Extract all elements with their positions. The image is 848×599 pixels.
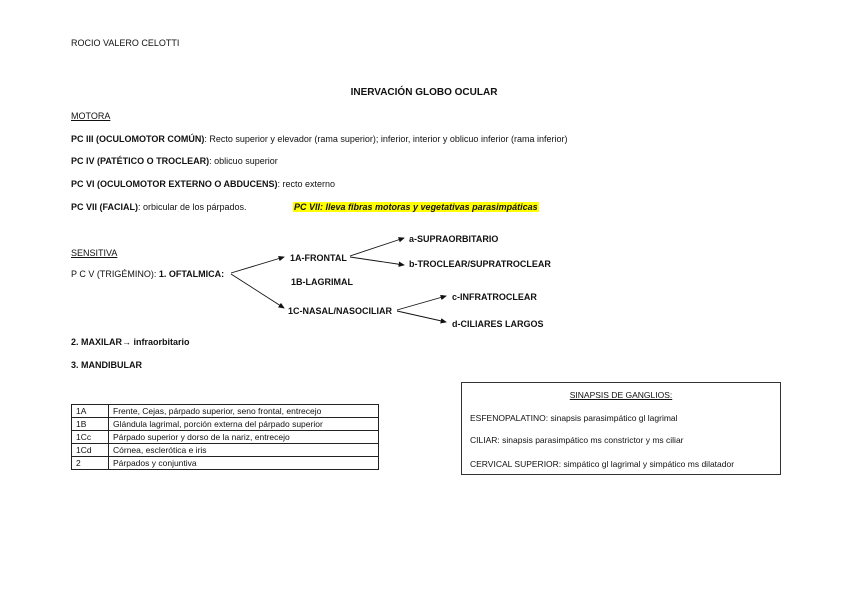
table-cell-code: 2 bbox=[72, 457, 109, 470]
ganglio-esfenopalatino: ESFENOPALATINO: sinapsis parasimpático gl lagrimal bbox=[470, 413, 678, 423]
pc4-label: PC IV (PATÉTICO O TROCLEAR) bbox=[71, 156, 210, 166]
branch-ciliares: d-CILIARES LARGOS bbox=[452, 319, 544, 329]
ganglio-cervical-superior: CERVICAL SUPERIOR: simpático gl lagrimal y simpático ms dilatador bbox=[470, 459, 735, 469]
branch-frontal: 1A-FRONTAL bbox=[290, 253, 347, 263]
arrow-right-icon: → bbox=[122, 337, 132, 347]
branch-nasal: 1C-NASAL/NASOCILIAR bbox=[288, 306, 393, 316]
branch-lagrimal: 1B-LAGRIMAL bbox=[291, 277, 353, 287]
ganglio-ciliar: CILIAR: sinapsis parasimpático ms constrictor y ms ciliar bbox=[470, 435, 684, 445]
pc6-label: PC VI (OCULOMOTOR EXTERNO O ABDUCENS) bbox=[71, 179, 278, 189]
ganglios-box bbox=[461, 382, 781, 475]
table-cell-description: Glándula lagrimal, porción externa del párpado superior bbox=[109, 418, 379, 431]
table-cell-description: Párpado superior y dorso de la nariz, entrecejo bbox=[109, 431, 379, 444]
table-row bbox=[72, 444, 379, 457]
pc7-note-text: : lleva fibras motoras y vegetativas parasimpáticas bbox=[320, 202, 538, 212]
branch-infratroclear: c-INFRATROCLEAR bbox=[452, 292, 537, 302]
arrow-to-supraorbitario bbox=[350, 238, 404, 256]
table-row bbox=[72, 405, 379, 418]
table-cell-code: 1B bbox=[72, 418, 109, 431]
page-title: INERVACIÓN GLOBO OCULAR bbox=[350, 87, 498, 98]
pc6-text: : recto externo bbox=[277, 179, 336, 189]
arrow-to-nasal bbox=[231, 274, 284, 308]
table-row bbox=[72, 431, 379, 444]
arrow-to-ciliares bbox=[397, 311, 446, 322]
pc7-text: : orbicular de los párpados. bbox=[138, 202, 247, 212]
arrow-to-frontal bbox=[231, 257, 284, 273]
table-cell-code: 1Cc bbox=[72, 431, 109, 444]
table-row bbox=[72, 418, 379, 431]
table-cell-description: Párpados y conjuntiva bbox=[109, 457, 379, 470]
table-row bbox=[72, 457, 379, 470]
pc3-text: : Recto superior y elevador (rama superior); inferior, interior y oblicuo inferior (rama inferior) bbox=[204, 134, 568, 144]
maxilar-label: 2. MAXILAR bbox=[71, 337, 123, 347]
ganglios-title: SINAPSIS DE GANGLIOS: bbox=[569, 390, 673, 400]
branch-legend-table bbox=[71, 404, 379, 470]
sensitiva-heading: SENSITIVA bbox=[71, 248, 118, 258]
arrow-to-infratroclear bbox=[397, 296, 446, 310]
table-cell-code: 1Cd bbox=[72, 444, 109, 457]
pc4-text: : oblicuo superior bbox=[209, 156, 278, 166]
table-cell-description: Frente, Cejas, párpado superior, seno frontal, entrecejo bbox=[109, 405, 379, 418]
maxilar-rest: infraorbitario bbox=[131, 337, 190, 347]
pc3-label: PC III (OCULOMOTOR COMÚN) bbox=[71, 134, 205, 144]
mandibular-label: 3. MANDIBULAR bbox=[71, 360, 142, 370]
pc7-label: PC VII (FACIAL) bbox=[71, 202, 138, 212]
branch-troclear: b-TROCLEAR/SUPRATROCLEAR bbox=[409, 259, 551, 269]
pc7-note-label: PC VII bbox=[294, 202, 321, 212]
motora-heading: MOTORA bbox=[71, 111, 111, 121]
table-cell-code: 1A bbox=[72, 405, 109, 418]
branch-supraorbitario: a-SUPRAORBITARIO bbox=[409, 234, 499, 244]
oftalmica-label: 1. OFTALMICA: bbox=[158, 269, 225, 279]
arrow-to-troclear bbox=[350, 257, 404, 265]
maxilar-line bbox=[71, 337, 190, 347]
table-cell-description: Córnea, esclerótica e iris bbox=[109, 444, 379, 457]
pcv-label: P C V (TRIGÉMINO): bbox=[71, 269, 159, 279]
author-name: ROCIO VALERO CELOTTI bbox=[71, 38, 180, 48]
